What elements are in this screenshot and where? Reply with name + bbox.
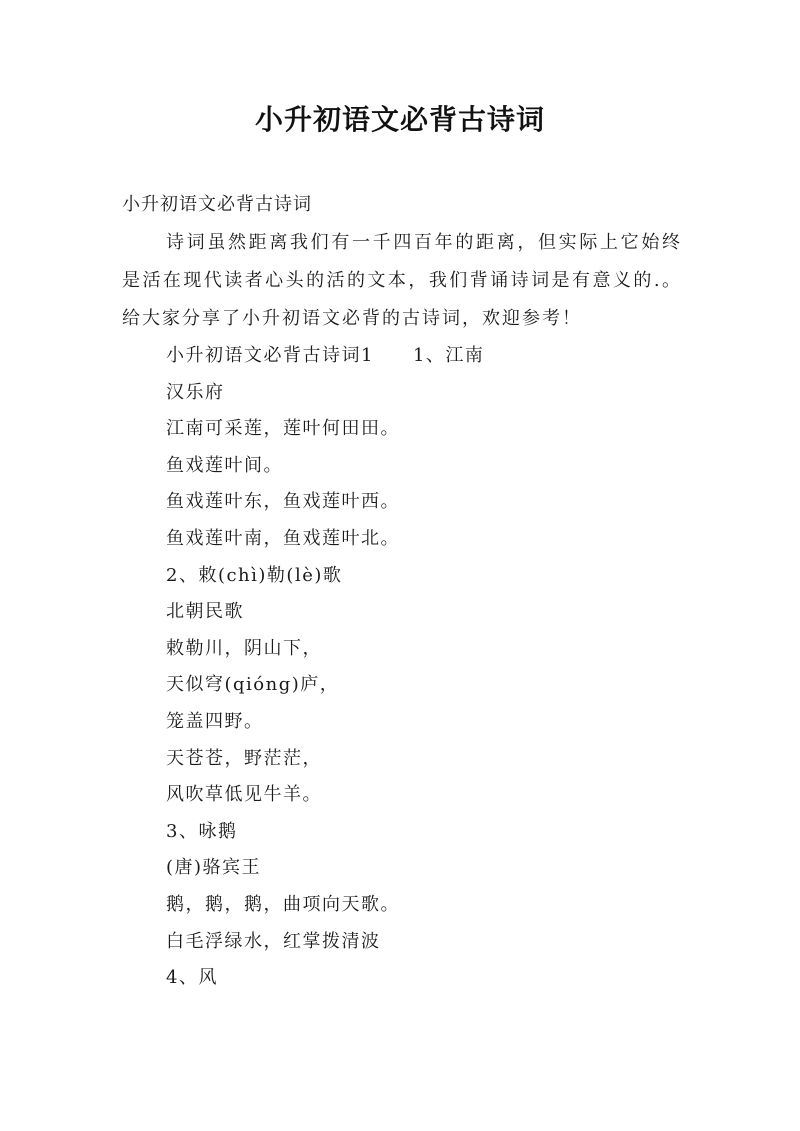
document-title: 小升初语文必背古诗词: [254, 103, 545, 136]
poem-line: 鱼戏莲叶东，鱼戏莲叶西。: [166, 491, 400, 513]
poem-line: 小升初语文必背古诗词1 1、江南: [166, 345, 485, 366]
poem-lines: [166, 338, 484, 997]
poem-line: 白毛浮绿水，红掌拨清波: [166, 930, 381, 952]
poem-line: 敕勒川，阴山下，: [166, 637, 322, 659]
poem-line: 天似穹(qióng)庐，: [166, 674, 340, 696]
poem-line: 4、风: [166, 967, 218, 989]
poem-line: 2、敕(chì)勒(lè)歌: [166, 564, 343, 586]
poem-line: 鱼戏莲叶间。: [166, 454, 283, 476]
poem-line: 天苍苍，野茫茫，: [166, 747, 322, 769]
poem-line: 北朝民歌: [166, 601, 244, 623]
poem-line: 风吹草低见牛羊。: [166, 784, 322, 806]
intro-paragraph: 诗词虽然距离我们有一千四百年的距离，但实际上它始终是活在现代读者心头的活的文本，我们背诵诗词是有意义的.。给大家分享了小升初语文必背的古诗词，欢迎参考！: [122, 232, 683, 329]
poem-line: (唐)骆宾王: [166, 857, 262, 879]
poem-line: 汉乐府: [166, 381, 225, 403]
poem-line: 3、咏鹅: [166, 820, 238, 842]
poem-line: 鱼戏莲叶南，鱼戏莲叶北。: [166, 527, 400, 549]
poem-line: 笼盖四野。: [166, 710, 264, 732]
section-subtitle: 小升初语文必背古诗词: [122, 194, 312, 215]
poem-line: 江南可采莲，莲叶何田田。: [166, 418, 400, 440]
poem-line: 鹅，鹅，鹅，曲项向天歌。: [166, 893, 400, 915]
